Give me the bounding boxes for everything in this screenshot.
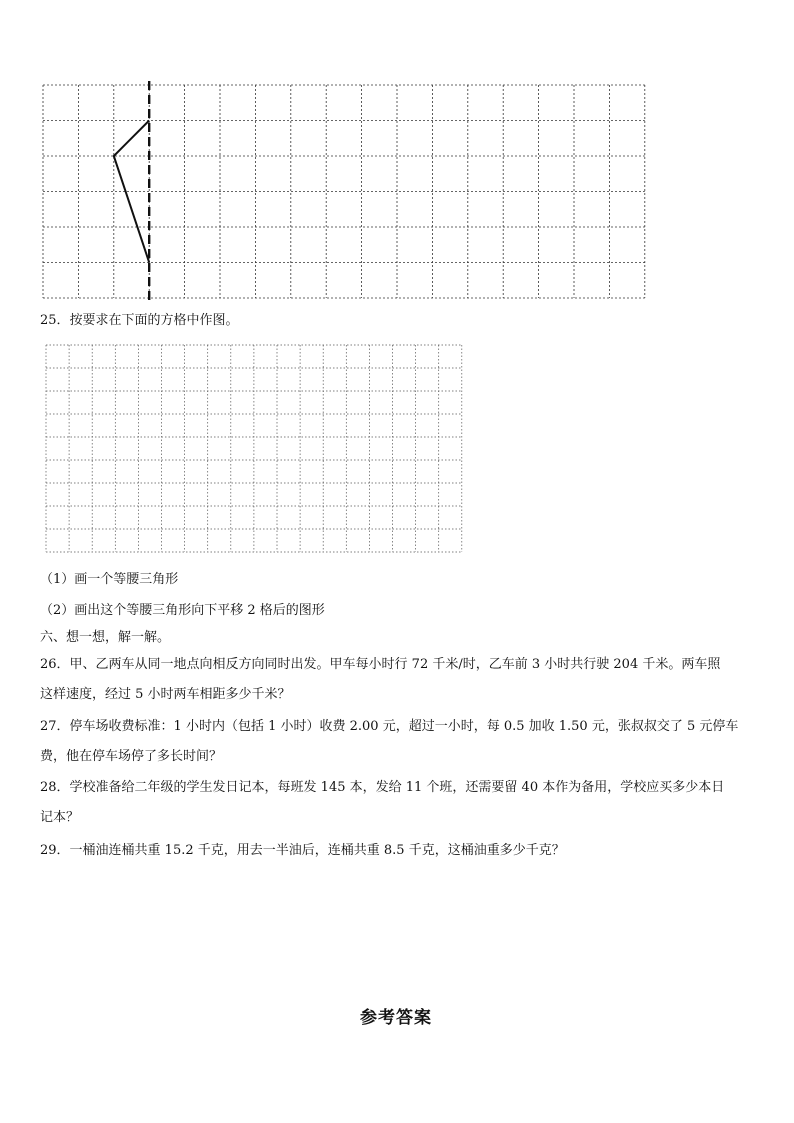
question-25-sub-2: （2）画出这个等腰三角形向下平移 2 格后的图形 bbox=[40, 603, 325, 618]
question-27-line-2: 费，他在停车场停了多长时间？ bbox=[40, 749, 223, 764]
question-25-text: 25．按要求在下面的方格中作图。 bbox=[40, 313, 239, 328]
question-29-line-1: 29．一桶油连桶共重 15.2 千克，用去一半油后，连桶共重 8.5 千克，这桶油重多少千克？ bbox=[40, 843, 565, 858]
question-28-line-2: 记本？ bbox=[40, 810, 80, 825]
question-26-line-1: 26．甲、乙两车从同一地点向相反方向同时出发。甲车每小时行 72 千米/时，乙车前 3 小时共行驶 204 千米。两车照 bbox=[40, 657, 721, 672]
section-heading: 六、想一想，解一解。 bbox=[40, 630, 171, 645]
answers-title: 参考答案 bbox=[360, 1008, 432, 1028]
question-25-sub-1: （1）画一个等腰三角形 bbox=[40, 572, 179, 587]
drawing-grid bbox=[0, 0, 794, 560]
question-28-line-1: 28．学校准备给二年级的学生发日记本，每班发 145 本，发给 11 个班，还需要留 40 本作为备用，学校应买多少本日 bbox=[40, 780, 725, 795]
question-26-line-2: 这样速度，经过 5 小时两车相距多少千米？ bbox=[40, 687, 291, 702]
question-27-line-1: 27．停车场收费标准：1 小时内（包括 1 小时）收费 2.00 元，超过一小时，每 0.5 加收 1.50 元，张叔叔交了 5 元停车 bbox=[40, 719, 739, 734]
